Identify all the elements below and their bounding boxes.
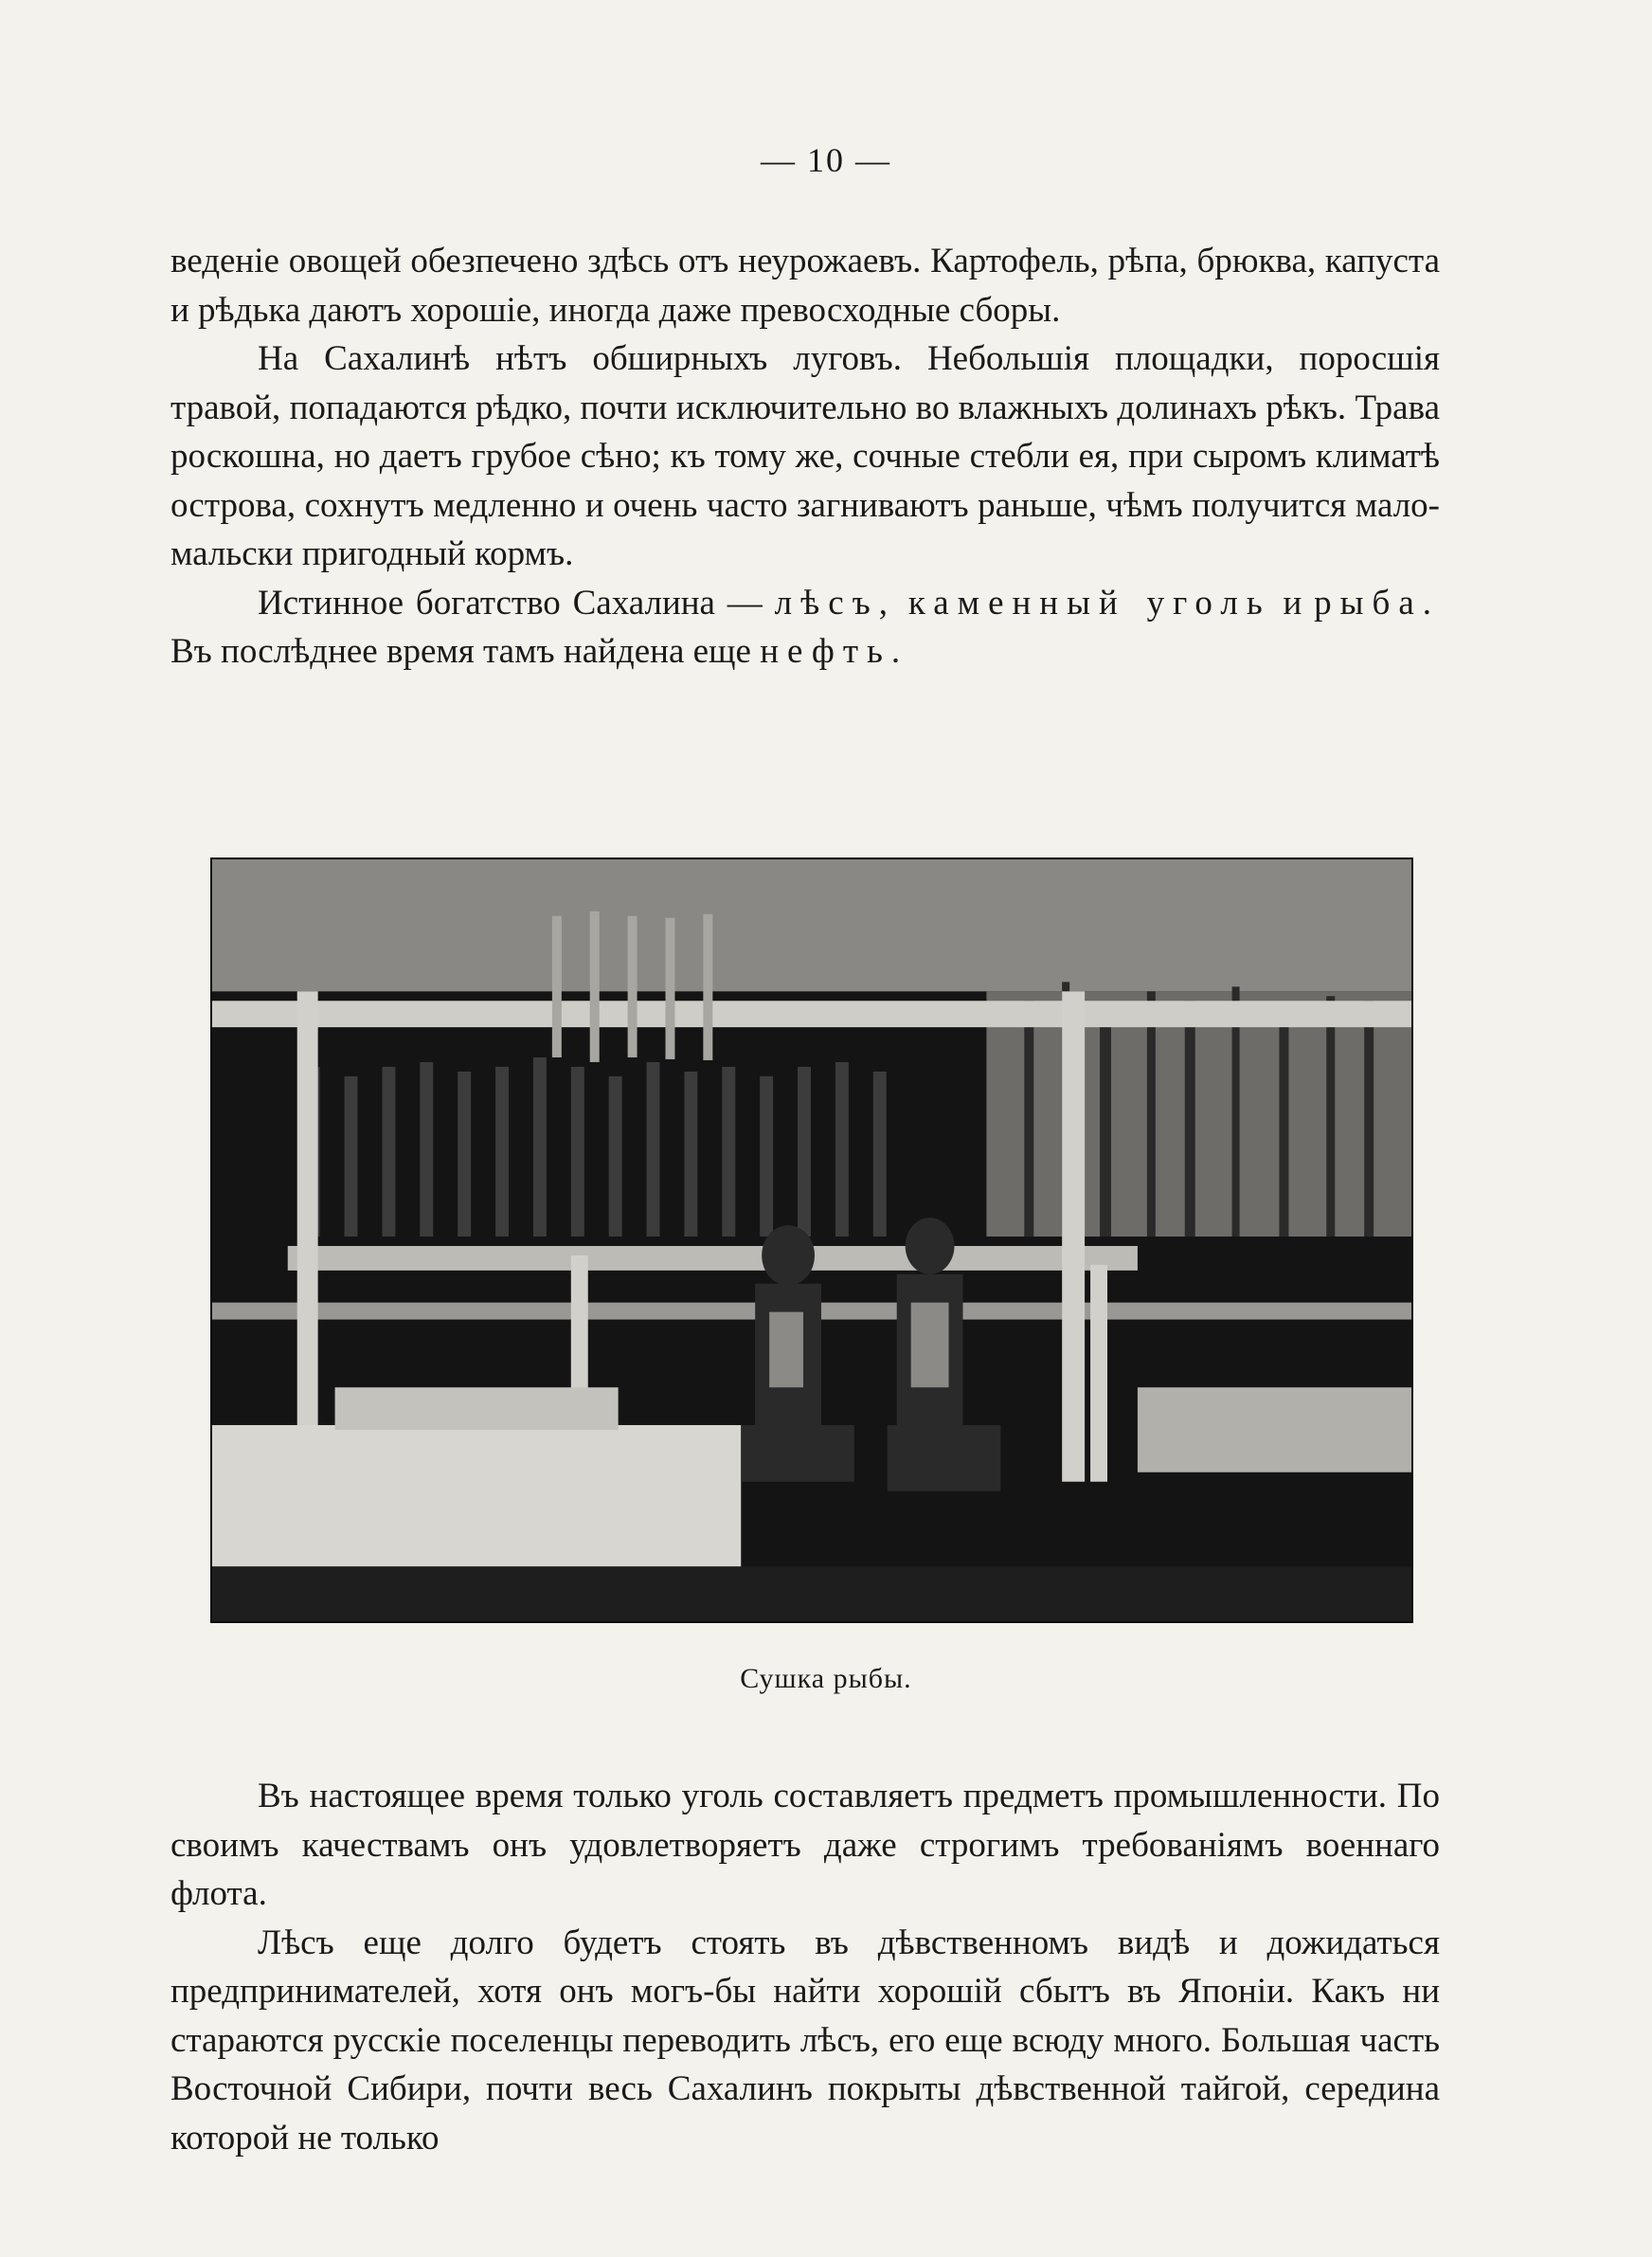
paragraph: На Сахалинѣ нѣтъ обширныхъ луговъ. Небольшія площадки, поросшія травой, попадаются рѣдко, почти исключительно во влажныхъ долинахъ рѣкъ. Трава роскошна, но даетъ грубое сѣно; къ тому же, сочные стебли ея, при сыромъ климатѣ острова, сохнутъ медленно и очень часто загниваютъ раньше, чѣмъ получится мало-мальски пригодный кормъ. — [171, 339, 1440, 573]
paragraph: Лѣсъ еще долго будетъ стоять въ дѣвственномъ видѣ и дожидаться предпринимателей, хотя онъ могъ-бы найти хорошій сбытъ въ Японіи. Какъ ни стараются русскіе поселенцы переводить лѣсъ, его еще всюду много. Большая часть Восточной Сибири, почти весь Сахалинъ покрыты дѣвственной тайгой, середина которой не только — [171, 1923, 1440, 2158]
paragraph: Въ настоящее время только уголь составляетъ предметъ промышленности. По своимъ качествамъ онъ удовлетворяетъ даже строгимъ требованіямъ военнаго флота. — [171, 1777, 1440, 1913]
emphasis-oil: нефть. — [760, 632, 909, 671]
emphasis-fish: рыба. — [1314, 583, 1441, 623]
emphasis-forest: лѣсъ, — [774, 583, 896, 623]
paragraph: веденіе овощей обезпечено здѣсь отъ неурожаевъ. Картофель, рѣпа, брюква, капуста и рѣдька даютъ хорошіе, иногда даже превосходные сборы. — [171, 242, 1440, 330]
emphasis-coal: каменный уголь — [907, 583, 1271, 623]
text-run: и — [1283, 583, 1302, 623]
text-block-top — [171, 237, 1440, 677]
text-run: Истинное богатство Сахалина — — [258, 583, 763, 623]
text-block-bottom — [171, 1772, 1440, 2162]
photo-illustration — [212, 859, 1411, 1621]
paragraph-resources — [171, 579, 1440, 677]
photo-fish-drying — [210, 858, 1413, 1623]
figure-caption: Сушка рыбы. — [740, 1663, 912, 1694]
text-run: Въ послѣднее время тамъ найдена еще — [171, 632, 751, 671]
page-number: — 10 — — [761, 141, 891, 179]
